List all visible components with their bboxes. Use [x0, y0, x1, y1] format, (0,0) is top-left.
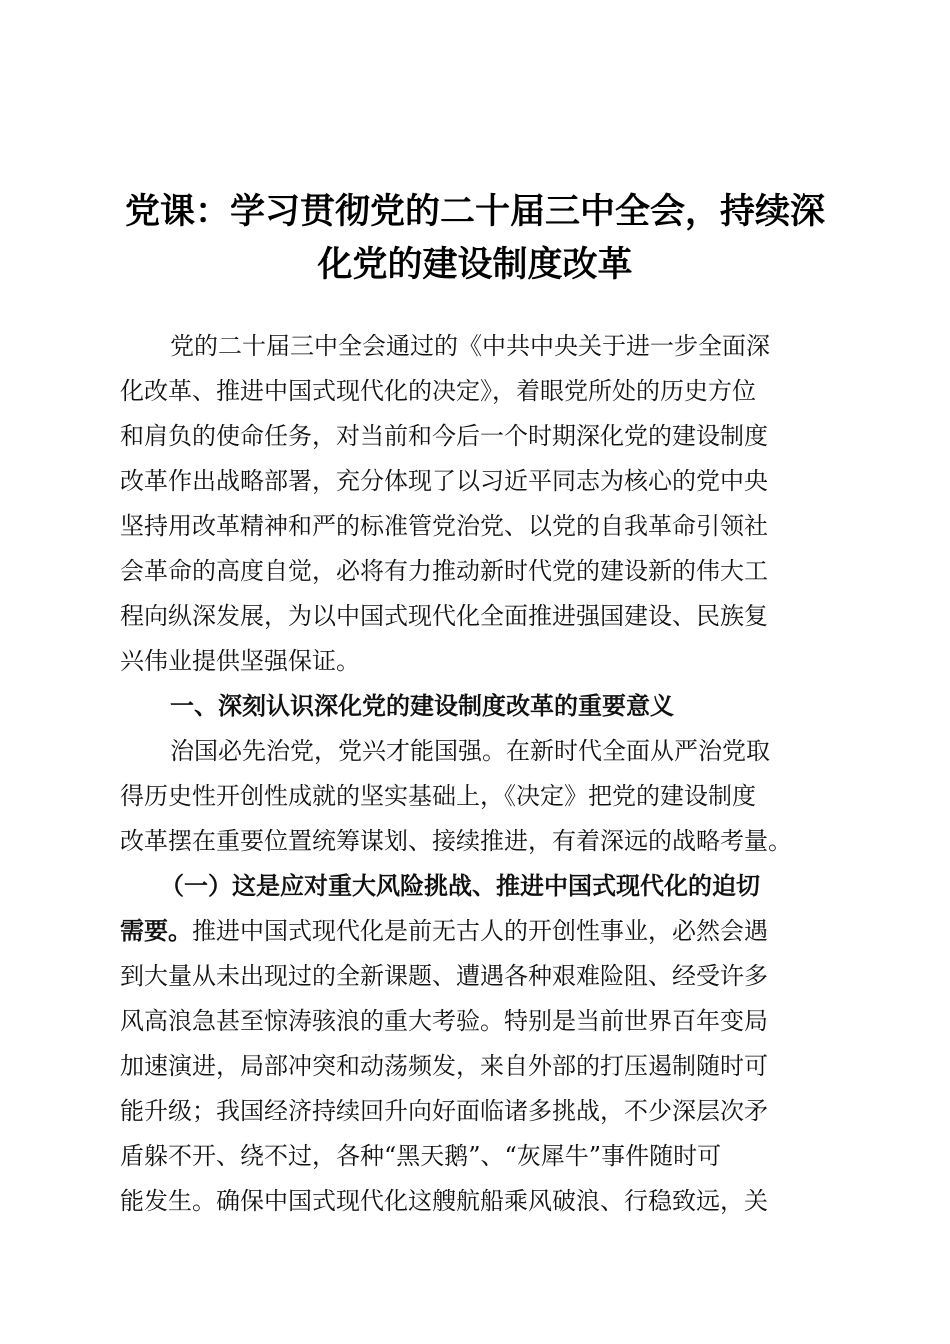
paragraph-line: 改革摆在重要位置统筹谋划、接续推进，有着深远的战略考量。 — [120, 827, 792, 855]
paragraph-line: 能升级；我国经济持续回升向好面临诸多挑战，不少深层次矛 — [120, 1097, 768, 1125]
title-line-1: 党课：学习贯彻党的二十届三中全会，持续深 — [124, 192, 825, 232]
paragraph-line: 得历史性开创性成就的坚实基础上，《决定》把党的建设制度 — [120, 782, 756, 810]
paragraph-line: 坚持用改革精神和严的标准管党治党、以党的自我革命引领社 — [120, 512, 768, 540]
paragraph-text: 推进中国式现代化是前无古人的开创性事业，必然会遇 — [192, 917, 768, 945]
paragraph-line: 加速演进，局部冲突和动荡频发，来自外部的打压遏制随时可 — [120, 1052, 768, 1080]
section-heading: 一、深刻认识深化党的建设制度改革的重要意义 — [170, 692, 674, 720]
paragraph-line: 会革命的高度自觉，必将有力推动新时代党的建设新的伟大工 — [120, 557, 768, 585]
paragraph-line: 化改革、推进中国式现代化的决定》，着眼党所处的历史方位 — [120, 377, 756, 405]
paragraph-line: 兴伟业提供坚强保证。 — [120, 647, 360, 675]
paragraph-line: 能发生。确保中国式现代化这艘航船乘风破浪、行稳致远，关 — [120, 1187, 768, 1215]
paragraph-line — [120, 911, 950, 946]
paragraph-line: 治国必先治党，党兴才能国强。在新时代全面从严治党取 — [170, 737, 770, 765]
paragraph-line: 和肩负的使命任务，对当前和今后一个时期深化党的建设制度 — [120, 422, 768, 450]
subsection-heading: （一）这是应对重大风险挑战、推进中国式现代化的迫切 — [160, 871, 760, 900]
paragraph-line: 风高浪急甚至惊涛骇浪的重大考验。特别是当前世界百年变局 — [120, 1007, 768, 1035]
paragraph-line: 到大量从未出现过的全新课题、遭遇各种艰难险阻、经受许多 — [120, 962, 768, 990]
paragraph-line: 盾躲不开、绕不过，各种“黑天鹅”、“灰犀牛”事件随时可 — [120, 1142, 722, 1170]
paragraph-line: 改革作出战略部署，充分体现了以习近平同志为核心的党中央 — [120, 467, 768, 495]
document-title — [100, 186, 850, 292]
subsection-heading-end: 需要。 — [120, 916, 192, 945]
paragraph-line: 党的二十届三中全会通过的《中共中央关于进一步全面深 — [170, 332, 770, 360]
title-line-2: 化党的建设制度改革 — [317, 245, 633, 285]
paragraph-line: 程向纵深发展，为以中国式现代化全面推进强国建设、民族复 — [120, 602, 768, 630]
